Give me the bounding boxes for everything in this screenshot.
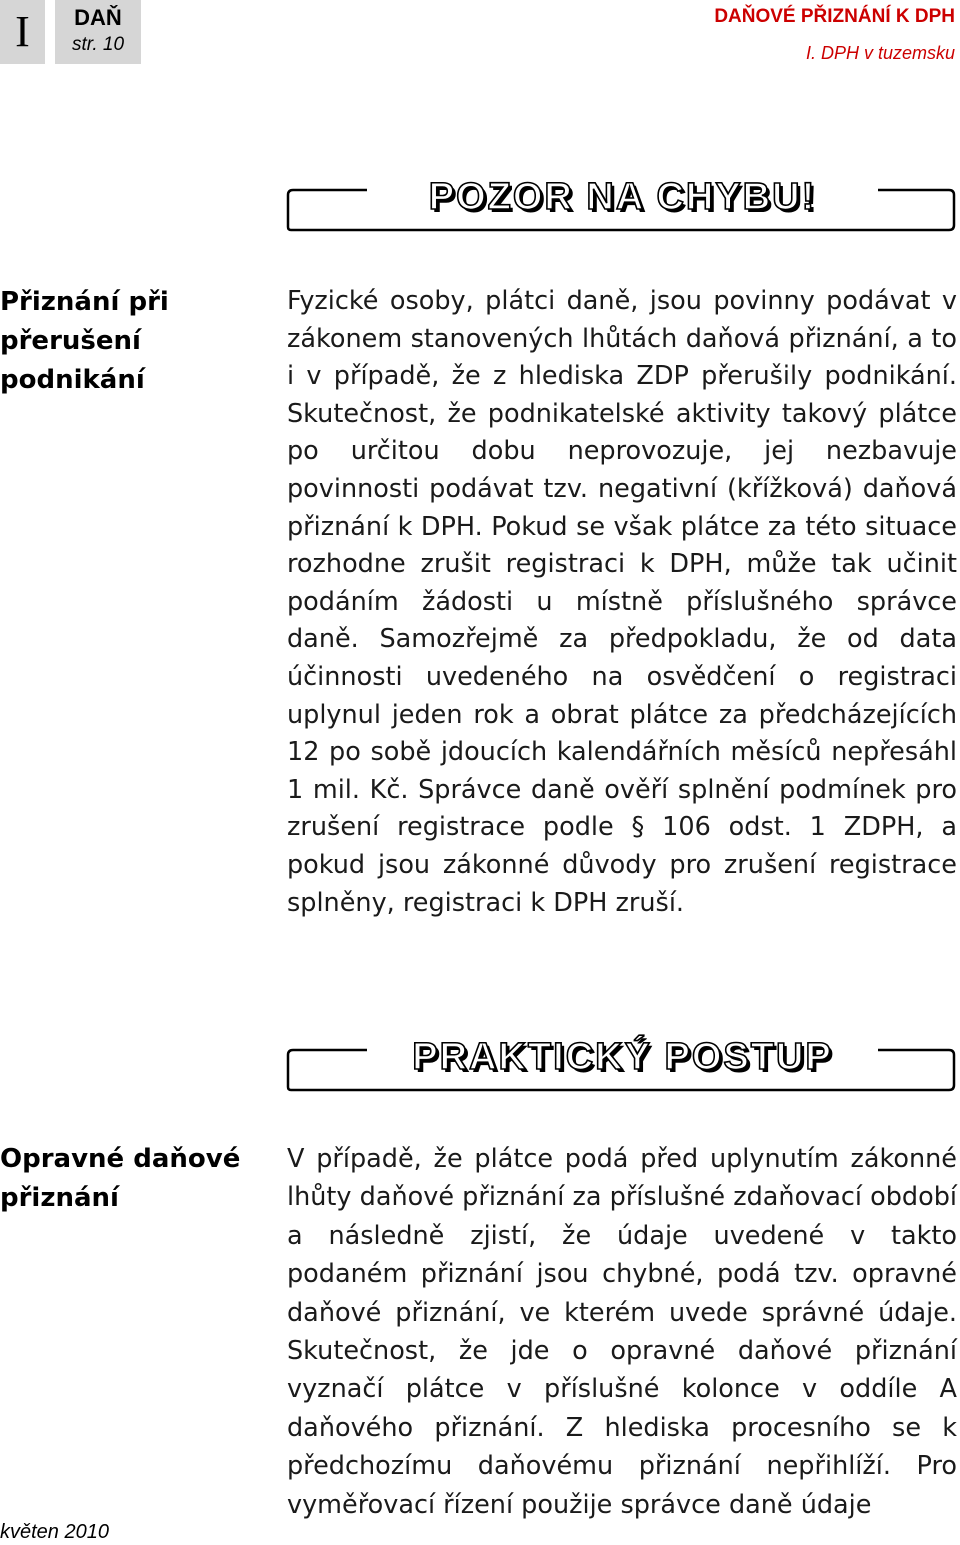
tax-label: DAŇ <box>74 5 122 30</box>
tax-page-badge <box>55 0 141 64</box>
warning-body-text: Fyzické osoby, plátci daně, jsou povinny podávat v zákonem stanovených lhůtách daňová přiznání, a to i v případě, že z hlediska ZDP přerušily podnikání. Skutečnost, že podnikatelské aktivity takový plátce po určitou dobu neprovozuje, jej nezbavuje povinnosti podávat tzv. negativní (křížková) daňová přiznání k DPH. Pokud se však plátce za této situace rozhodne zrušit registraci k DPH, může tak učinit podáním žádosti u místně příslušného správce daně. Samozřejmě za předpokladu, že od data účinnosti uvedeného na osvědčení o registraci uplynul jeden rok a obrat plátce za předcházejících 12 po sobě jdoucích kalendářních měsíců nepřesáhl 1 mil. Kč. Správce daně ověří splnění podmínek pro zrušení registrace podle § 106 odst. 1 ZDPH, a pokud jsou zákonné důvody pro zrušení registrace splněny, registraci k DPH zruší. <box>287 286 957 918</box>
chapter-badge: I <box>0 0 45 64</box>
section-subtitle: I. DPH v tuzemsku <box>805 43 955 63</box>
warning-side-heading: Přiznání při přerušení podnikání <box>0 287 169 395</box>
practical-banner-title: PRAKTICKÝ POSTUP <box>412 1036 833 1078</box>
practical-banner <box>285 1032 960 1092</box>
section-title: DAŇOVÉ PŘIZNÁNÍ K DPH <box>714 6 955 27</box>
warning-banner <box>285 172 960 232</box>
practical-body-text: V případě, že plátce podá před uplynutím zákonné lhůty daňové přiznání za příslušné zdaňovací období a následně zjistí, že údaje uvedené v takto podaném přiznání jsou chybné, podá tzv. opravné daňové přiznání, ve kterém uvede správné údaje. Skutečnost, že jde o opravné daňové přiznání vyznačí plátce v příslušné kolonce v oddíle A daňového přiznání. Z hlediska procesního se k předchozímu daňovému přiznání nepřihlíží. Pro vyměřovací řízení použije správce daně údaje <box>287 1144 957 1520</box>
warning-banner-title: POZOR NA CHYBU! <box>428 176 817 218</box>
footer-date: květen 2010 <box>0 1521 109 1543</box>
practical-side-heading: Opravné daňové přiznání <box>0 1144 241 1213</box>
page-number: str. 10 <box>71 34 125 55</box>
